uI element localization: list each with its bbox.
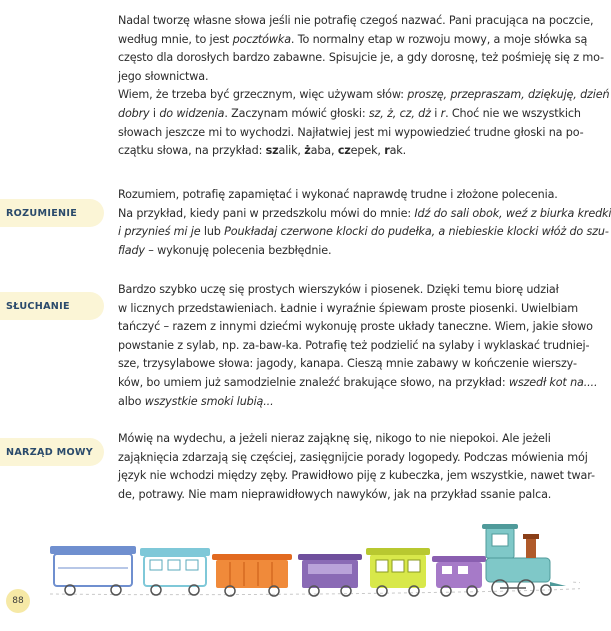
section-tag-narzad-mowy	[0, 438, 93, 466]
text-line: język nie wchodzi między zęby. Prawidłowo piję z kubeczka, jem wszystkie, nawet twar-	[118, 469, 595, 483]
text-line: czątku słowa, na przykład: szalik, żaba, czepek, rak.	[118, 144, 407, 158]
text-line: sze, trzysylabowe słowa: jagody, kanapa. Cieszą mnie zabawy w kończenie wierszy-	[118, 357, 577, 371]
tag-label: NARZĄD MOWY	[6, 446, 94, 458]
text-line: ków, bo umiem już samodzielnie znaleźć brakujące słowo, na przykład: wszedł kot na....	[118, 375, 598, 389]
section-tag-rozumienie	[0, 199, 77, 227]
wagon-6	[432, 556, 486, 596]
text-line: Na przykład, kiedy pani w przedszkolu mówi do mnie: Idź do sali obok, weź z biurka kredki	[118, 206, 611, 220]
wagon-3	[212, 554, 292, 596]
text-line: albo wszystkie smoki lubią...	[118, 394, 274, 408]
text-line: jego słownictwa.	[118, 69, 209, 83]
text-line: według mnie, to jest pocztówka. To normalny etap w rozwoju mowy, a moje słówka są	[118, 32, 588, 46]
text-line: Nadal tworzę własne słowa jeśli nie potrafię czegoś nazwać. Pani pracująca na poczcie,	[118, 14, 594, 27]
page-number: 88	[6, 589, 30, 613]
paragraph-sluchanie	[118, 281, 598, 411]
text-line: tańczyć – razem z innymi dziećmi wykonuję proste układy taneczne. Wiem, jakie słowo	[118, 320, 593, 334]
section-tag-sluchanie	[0, 292, 70, 320]
text-line: powstanie z sylab, np. za-baw-ka. Potrafię też podzielić na sylaby i wyklaskać trudniej-	[118, 338, 590, 352]
wagon-5	[366, 548, 430, 596]
wagon-1	[50, 546, 136, 595]
text-line: flady – wykonuję polecenia bezbłędnie.	[118, 243, 332, 257]
locomotive	[482, 524, 566, 596]
text-line: zająknięcia zdarzają się częściej, zasięgnijcie porady logopedy. Podczas mówienia mój	[118, 450, 588, 464]
text-line: dobry i do widzenia. Zaczynam mówić głoski: sz, ż, cz, dż i r. Choć nie we wszystkich	[118, 106, 581, 120]
wagon-4	[298, 554, 362, 596]
tag-label: ROZUMIENIE	[6, 207, 78, 219]
paragraph-intro	[118, 12, 610, 161]
text-line: Rozumiem, potrafię zapamiętać i wykonać naprawdę trudne i złożone polecenia.	[118, 188, 558, 201]
text-line: Bardzo szybko uczę się prostych wierszyków i piosenek. Dzięki temu biorę udział	[118, 283, 559, 296]
paragraph-rozumienie	[118, 186, 611, 260]
text-line: często dla dorosłych bardzo zabawne. Spisujcie je, a gdy dorosnę, też pośmieję się z mo-	[118, 51, 604, 65]
text-line: Wiem, że trzeba być grzecznym, więc używam słów: proszę, przepraszam, dziękuję, dzień	[118, 88, 610, 102]
train-illustration	[40, 524, 580, 610]
text-line: słowach jeszcze mi to wychodzi. Najłatwiej jest mi wypowiedzieć trudne głoski na po-	[118, 125, 584, 139]
tag-label: SŁUCHANIE	[6, 300, 70, 312]
text-line: i przynieś mi je lub Poukładaj czerwone klocki do pudełka, a niebieskie klocki włóż do szu-	[118, 225, 609, 239]
text-line: Mówię na wydechu, a jeżeli nieraz zająknę się, nikogo to nie niepokoi. Ale jeżeli	[118, 432, 551, 445]
text-line: de, potrawy. Nie mam nieprawidłowych nawyków, jak na przykład ssanie palca.	[118, 487, 552, 501]
text-line: w licznych przedstawieniach. Ładnie i wyraźnie śpiewam proste piosenki. Uwielbiam	[118, 301, 579, 315]
paragraph-narzad-mowy	[118, 430, 595, 504]
wagon-2	[140, 548, 210, 595]
